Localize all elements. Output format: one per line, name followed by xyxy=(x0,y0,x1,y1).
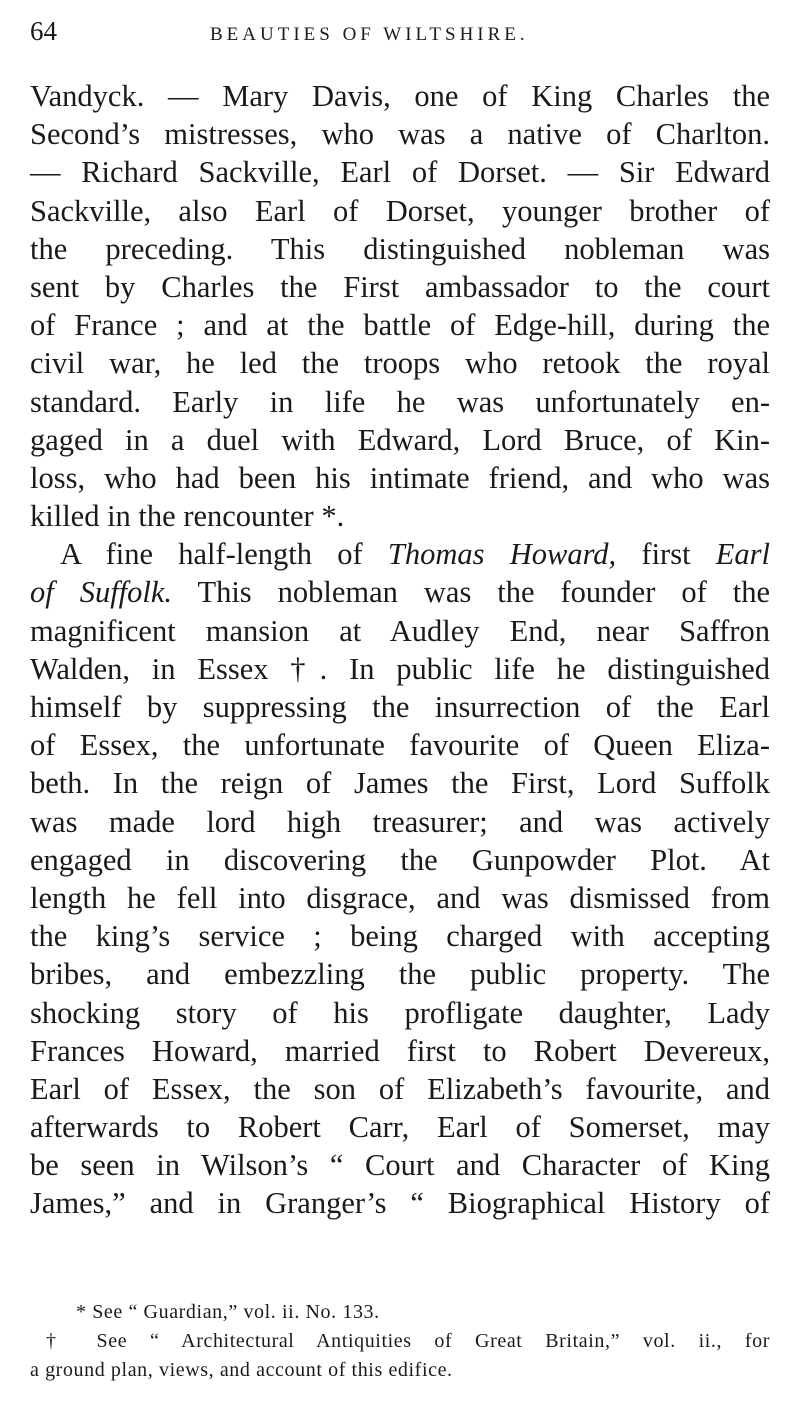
text-line: loss, who had been his intimate friend, and who was xyxy=(30,460,770,495)
text-line: Vandyck. — Mary Davis, one of King Charles the xyxy=(30,79,770,113)
page-header xyxy=(30,12,770,52)
text-line: standard. Early in life he was unfortunately en- xyxy=(30,384,770,419)
text-line: afterwards to Robert Carr, Earl of Somerset, may xyxy=(30,1110,770,1145)
text-line: Second’s mistresses, who was a native of Charlton. xyxy=(30,117,770,152)
text-line: — Richard Sackville, Earl of Dorset. — Sir Edward xyxy=(30,155,770,190)
text-line: James,” and in Granger’s “ Biographical History of xyxy=(30,1186,770,1221)
text-line: himself by suppressing the insurrection of the Earl xyxy=(30,690,770,724)
text-line: Earl of Essex, the son of Elizabeth’s favourite, and xyxy=(30,1071,770,1106)
footnote-architectural-antiquities: † See “ Architectural Antiquities of Great Britain,” vol. ii., for xyxy=(46,1330,770,1352)
page-number: 64 xyxy=(30,16,57,46)
text-run: first xyxy=(616,537,716,572)
text-line: bribes, and embezzling the public property. The xyxy=(30,957,770,992)
text-line: killed in the rencounter *. xyxy=(30,499,345,534)
italic-name: Thomas Howard, xyxy=(387,537,617,572)
footnote-guardian: * See “ Guardian,” vol. ii. No. 133. xyxy=(76,1301,380,1323)
running-head: BEAUTIES OF WILTSHIRE. xyxy=(210,24,529,45)
text-line: was made lord high treasurer; and was actively xyxy=(30,804,770,839)
text-line: beth. In the reign of James the First, Lord Suffolk xyxy=(30,766,770,801)
text-line: engaged in discovering the Gunpowder Plot. At xyxy=(30,842,770,877)
text-line xyxy=(30,573,770,611)
text-line: the preceding. This distinguished nobleman was xyxy=(30,231,770,266)
text-line: gaged in a duel with Edward, Lord Bruce, of Kin- xyxy=(30,422,770,457)
text-line: magnificent mansion at Audley End, near Saffron xyxy=(30,613,770,648)
text-run: This nobleman was the founder of the xyxy=(172,575,770,610)
italic-title: of Suffolk. xyxy=(30,575,173,610)
footnotes xyxy=(30,1298,770,1385)
footnote-continuation: a ground plan, views, and account of this edifice. xyxy=(30,1359,453,1381)
text-line: shocking story of his profligate daughter, Lady xyxy=(30,995,770,1030)
text-line: Frances Howard, married first to Robert Devereux, xyxy=(30,1033,770,1068)
italic-title: Earl xyxy=(715,537,770,572)
paragraph-opening-line xyxy=(30,535,770,573)
text-line: be seen in Wilson’s “ Court and Character of King xyxy=(30,1148,770,1183)
text-line: civil war, he led the troops who retook the royal xyxy=(30,346,770,381)
text-line: Walden, in Essex †. In public life he distinguished xyxy=(30,651,770,686)
text-line: sent by Charles the First ambassador to the court xyxy=(30,269,770,304)
text-line: of Essex, the unfortunate favourite of Queen Eliza- xyxy=(30,728,770,763)
text-line: of France ; and at the battle of Edge-hill, during the xyxy=(30,308,770,343)
text-line: Sackville, also Earl of Dorset, younger brother of xyxy=(30,193,770,228)
body-text xyxy=(30,77,770,1223)
text-line: length he fell into disgrace, and was dismissed from xyxy=(30,880,770,915)
text-run: A fine half-length of xyxy=(60,537,388,572)
text-line: the king’s service ; being charged with accepting xyxy=(30,919,770,954)
